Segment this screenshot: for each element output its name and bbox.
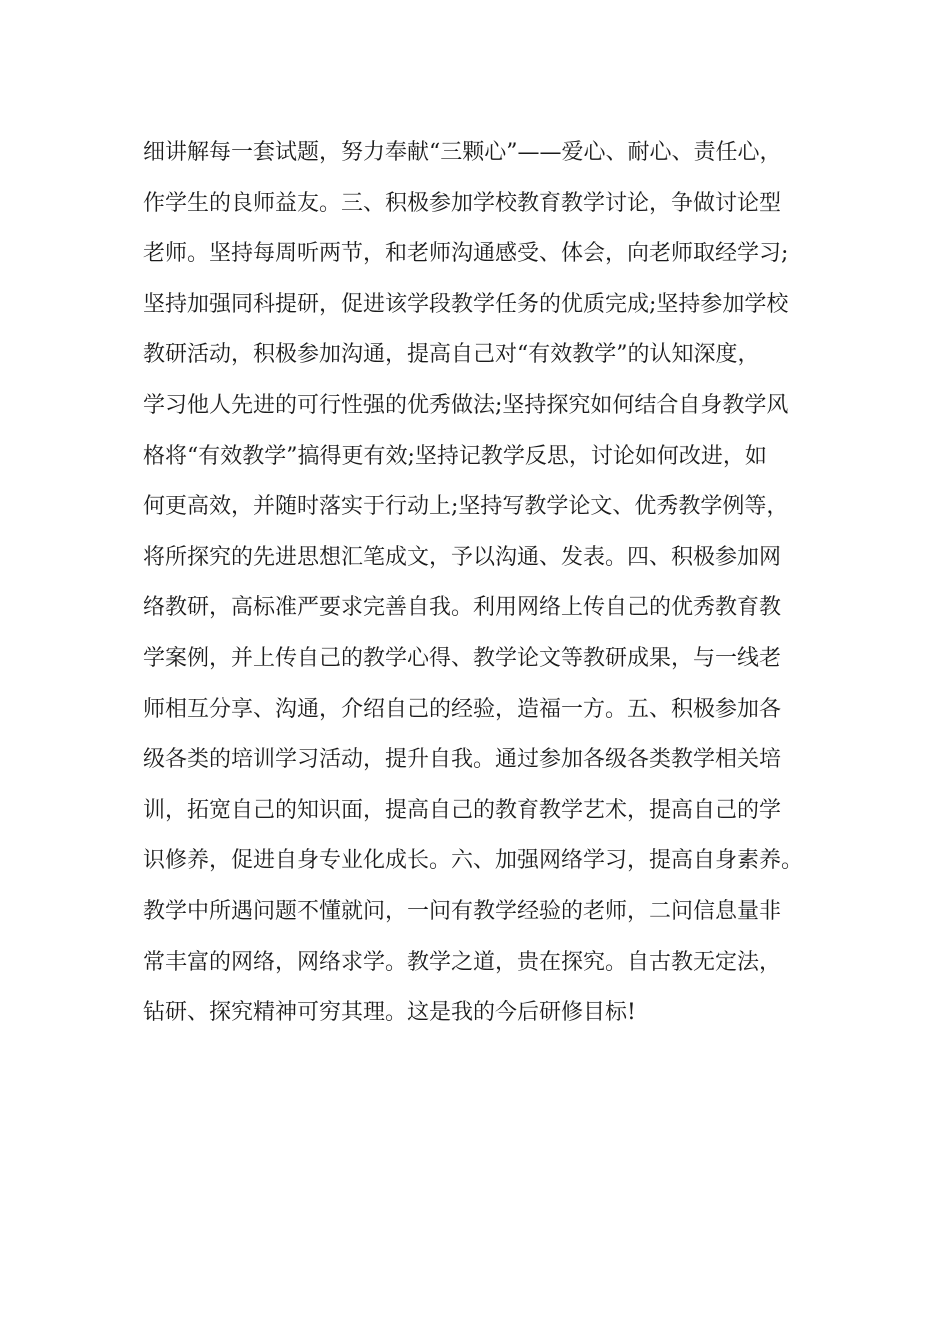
text-line-13: 级各类的培训学习活动，提升自我。通过参加各级各类教学相关培 (143, 747, 782, 773)
text-line-14: 训，拓宽自己的知识面，提高自己的教育教学艺术，提高自己的学 (143, 797, 782, 823)
text-line-2: 作学生的良师益友。三、积极参加学校教育教学讨论，争做讨论型 (143, 190, 782, 216)
text-line-12: 师相互分享、沟通，介绍自己的经验，造福一方。五、积极参加各 (143, 696, 782, 722)
text-line-4: 坚持加强同科提研，促进该学段教学任务的优质完成;坚持参加学校 (143, 291, 789, 317)
text-line-9: 将所探究的先进思想汇笔成文，予以沟通、发表。四、积极参加网 (143, 544, 782, 570)
body-text (143, 128, 843, 1039)
text-line-1: 细讲解每一套试题，努力奉献“三颗心”——爱心、耐心、责任心， (143, 140, 782, 165)
text-line-7: 格将“有效教学”搞得更有效;坚持记教学反思，讨论如何改进，如 (143, 443, 767, 469)
text-line-8: 何更高效，并随时落实于行动上;坚持写教学论文、优秀教学例等， (143, 494, 789, 520)
text-line-11: 学案例，并上传自己的教学心得、教学论文等教研成果，与一线老 (143, 645, 782, 671)
text-line-16: 教学中所遇问题不懂就问，一问有教学经验的老师，二问信息量非 (143, 898, 782, 924)
text-line-15: 识修养，促进自身专业化成长。六、加强网络学习，提高自身素养。 (143, 848, 804, 874)
text-line-5: 教研活动，积极参加沟通，提高自己对“有效教学”的认知深度， (143, 342, 760, 368)
text-line-18: 钻研、探究精神可穷其理。这是我的今后研修目标! (143, 1000, 636, 1026)
text-line-3: 老师。坚持每周听两节，和老师沟通感受、体会，向老师取经学习; (143, 241, 789, 267)
text-line-6: 学习他人先进的可行性强的优秀做法;坚持探究如何结合自身教学风 (143, 392, 789, 418)
text-line-10: 络教研，高标准严要求完善自我。利用网络上传自己的优秀教育教 (143, 595, 782, 621)
text-line-17: 常丰富的网络，网络求学。教学之道，贵在探究。自古教无定法， (143, 949, 782, 975)
